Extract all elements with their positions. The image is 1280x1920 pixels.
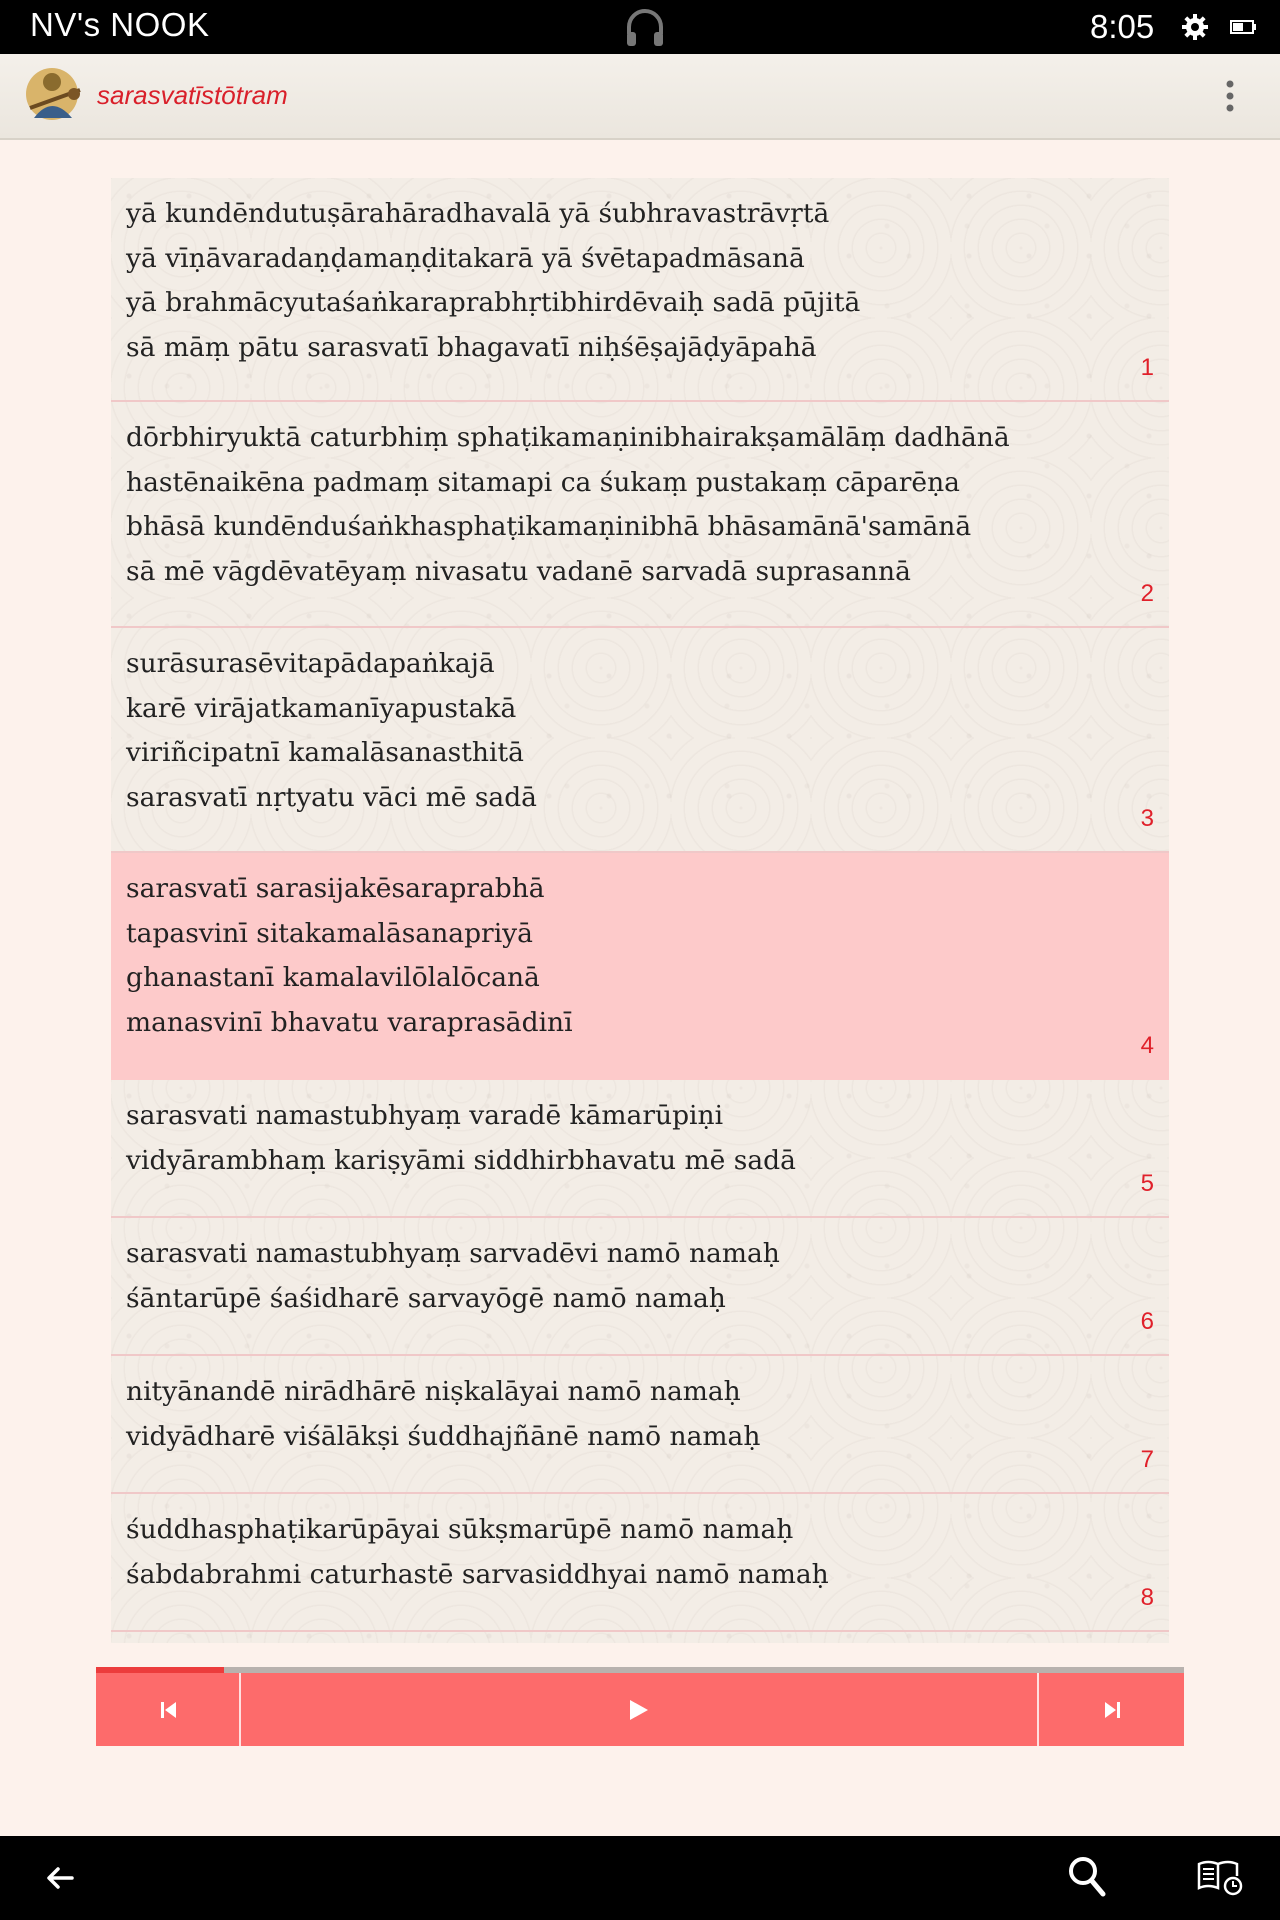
navigation-bar — [0, 1836, 1280, 1920]
verse-line: sarasvati namastubhyaṃ varadē kāmarūpiṇi — [126, 1100, 724, 1131]
previous-button[interactable] — [96, 1673, 241, 1746]
verse-line: vidyārambhaṃ kariṣyāmi siddhirbhavatu mē sadā — [126, 1144, 796, 1176]
headphones-icon — [622, 4, 668, 50]
saraswati-logo[interactable] — [22, 64, 88, 128]
verse-line: yā brahmācyutaśaṅkaraprabhṛtibhirdēvaiḥ sadā pūjitā — [126, 287, 861, 318]
verse-line: hastēnaikēna padmaṃ sitamapi ca śukaṃ pustakaṃ cāparēṇa — [126, 466, 960, 498]
verse-line: viriñcipatnī kamalāsanasthitā — [126, 737, 524, 768]
verse-line: vidyādharē viśālākṣi śuddhajñānē namō namaḥ — [126, 1420, 761, 1452]
play-icon — [625, 1697, 651, 1723]
verse-number: 3 — [1140, 805, 1154, 832]
verse-list[interactable] — [111, 178, 1169, 1643]
verse-line: tapasvinī sitakamalāsanapriyā — [126, 917, 533, 949]
play-button[interactable] — [241, 1673, 1035, 1746]
verse-number: 7 — [1140, 1446, 1154, 1473]
verse-item[interactable] — [111, 178, 1169, 402]
player-controls — [96, 1673, 1184, 1746]
verse-item[interactable] — [111, 1356, 1169, 1494]
verse-item[interactable] — [111, 1218, 1169, 1356]
search-icon[interactable] — [1066, 1854, 1106, 1898]
skip-previous-icon — [156, 1698, 180, 1722]
verse-line: sarasvatī sarasijakēsaraprabhā — [126, 873, 545, 904]
verse-line: śuddhasphaṭikarūpāyai sūkṣmarūpē namō namaḥ — [126, 1514, 794, 1545]
verse-line: sā mē vāgdēvatēyaṃ nivasatu vadanē sarvadā suprasannā — [126, 555, 911, 587]
verse-line: bhāsā kundēnduśaṅkhasphaṭikamaṇinibhā bhāsamānā'samānā — [126, 511, 972, 542]
verse-number: 2 — [1140, 580, 1154, 607]
verse-line: śabdabrahmi caturhastē sarvasiddhyai namō namaḥ — [126, 1558, 829, 1590]
verse-item[interactable] — [111, 402, 1169, 628]
verse-item[interactable] — [111, 628, 1169, 853]
action-bar — [0, 54, 1280, 140]
app-title: sarasvatīstōtram — [97, 80, 288, 110]
verse-number: 8 — [1140, 1584, 1154, 1611]
verse-item[interactable] — [111, 1080, 1169, 1218]
verse-line: dōrbhiryuktā caturbhiṃ sphaṭikamaṇinibhairakṣamālāṃ dadhānā — [126, 422, 1010, 453]
verse-line: manasvinī bhavatu varaprasādinī — [126, 1006, 573, 1038]
skip-next-icon — [1101, 1698, 1125, 1722]
device-title: NV's NOOK — [30, 6, 210, 43]
verse-line: yā vīṇāvaradaṇḍamaṇḍitakarā yā śvētapadmāsanā — [126, 242, 805, 274]
verse-line: śāntarūpē śaśidharē sarvayōgē namō namaḥ — [126, 1282, 726, 1314]
gear-icon[interactable] — [1180, 12, 1210, 42]
verse-line: surāsurasēvitapādapaṅkajā — [126, 648, 495, 679]
battery-icon — [1230, 20, 1256, 34]
back-icon[interactable] — [42, 1860, 78, 1896]
verse-line: nityānandē nirādhārē niṣkalāyai namō namaḥ — [126, 1376, 741, 1407]
verse-number: 1 — [1140, 354, 1154, 381]
verse-line: sarasvati namastubhyaṃ sarvadēvi namō namaḥ — [126, 1238, 780, 1269]
verse-number: 4 — [1140, 1032, 1154, 1059]
clock: 8:05 — [1090, 8, 1155, 45]
verse-line: karē virājatkamanīyapustakā — [126, 692, 517, 724]
verse-line: sā māṃ pātu sarasvatī bhagavatī niḥśēṣajāḍyāpahā — [126, 331, 817, 363]
verse-item-current[interactable] — [111, 853, 1169, 1080]
verse-item[interactable] — [111, 1494, 1169, 1632]
verse-line: sarasvatī nṛtyatu vāci mē sadā — [126, 781, 537, 813]
verse-number: 6 — [1140, 1308, 1154, 1335]
status-bar — [0, 0, 1280, 54]
reader-icon[interactable] — [1196, 1856, 1244, 1896]
next-button[interactable] — [1037, 1673, 1186, 1746]
verse-line: yā kundēndutuṣārahāradhavalā yā śubhravastrāvṛtā — [126, 198, 830, 229]
verse-line: ghanastanī kamalavilōlalōcanā — [126, 962, 540, 993]
more-vertical-icon[interactable] — [1222, 76, 1238, 116]
verse-number: 5 — [1140, 1170, 1154, 1197]
